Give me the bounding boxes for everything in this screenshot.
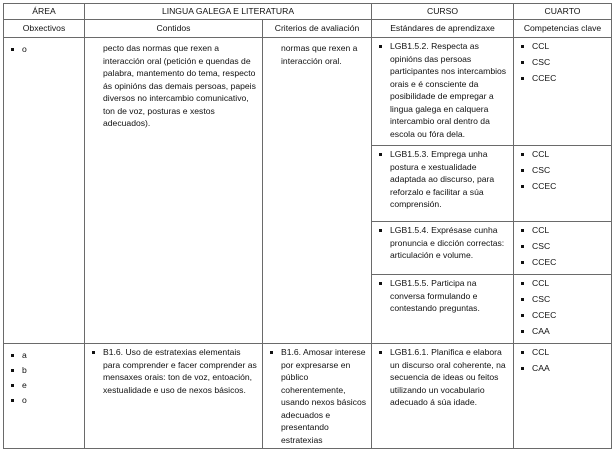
- list-item: CCL: [521, 224, 607, 237]
- header-standards: Estándares de aprendizaxe: [372, 20, 514, 38]
- header-course: CURSO: [372, 4, 514, 20]
- header-course-value: CUARTO: [514, 4, 612, 20]
- competences-cell: [514, 344, 612, 449]
- criteria-cell: B1.6. Amosar interese por expresarse en público coherentemente, usando nexos básicos adecuados e presentando estratexias: [263, 344, 372, 449]
- criteria-cell: normas que rexen a interacción oral.: [263, 38, 372, 344]
- header-competences: Competencias clave: [514, 20, 612, 38]
- list-item: CCL: [521, 346, 607, 359]
- list-item: CCL: [521, 277, 607, 290]
- table-row: [4, 344, 612, 449]
- competences-cell: [514, 38, 612, 146]
- standard-cell: LGB1.5.2. Respecta as opinións das persoas participantes nos intercambios orais e é consciente da posibilidade de empregar a lingua galega en calquera intercambio oral dentro da escola ou fóra dela.: [372, 38, 514, 146]
- list-item: b: [11, 364, 80, 379]
- list-item: CCEC: [521, 309, 607, 322]
- list-item: CCL: [521, 40, 607, 53]
- list-item: o: [11, 394, 80, 409]
- competences-cell: [514, 146, 612, 222]
- contents-cell: pecto das normas que rexen a interacción oral (petición e quendas de palabra, mantemento do tema, respecto ás opinións das demais persoas, papeis diversos no intercambio comunicativo, ton de voz, posturas e xestos adecuados).: [85, 38, 263, 344]
- list-item: CSC: [521, 56, 607, 69]
- header-area: ÁREA: [4, 4, 85, 20]
- list-item: CSC: [521, 164, 607, 177]
- list-item: CCEC: [521, 72, 607, 85]
- list-item: CSC: [521, 240, 607, 253]
- curriculum-table: [3, 3, 612, 449]
- list-item: CCL: [521, 148, 607, 161]
- header-subject: LINGUA GALEGA E LITERATURA: [85, 4, 372, 20]
- contents-cell: B1.6. Uso de estratexias elementais para comprender e facer comprender as mensaxes orais: ton de voz, entoación, xestualidade e uso de nexos básicos.: [85, 344, 263, 449]
- competences-cell: [514, 222, 612, 275]
- header-contents: Contidos: [85, 20, 263, 38]
- standard-cell: LGB1.6.1. Planifica e elabora un discurso oral coherente, na secuencia de ideas ou feitos utilizando un vocabulario adecuado á súa idade.: [372, 344, 514, 449]
- standard-cell: LGB1.5.5. Participa na conversa formulando e contestando preguntas.: [372, 275, 514, 344]
- header-row: [4, 4, 612, 20]
- header-objectives: Obxectivos: [4, 20, 85, 38]
- objectives-cell: [4, 344, 85, 449]
- subheader-row: [4, 20, 612, 38]
- list-item: CSC: [521, 293, 607, 306]
- standard-cell: LGB1.5.3. Emprega unha postura e xestualidade adaptada ao discurso, para reforzalo e facilitar a súa comprensión.: [372, 146, 514, 222]
- list-item: CCEC: [521, 256, 607, 269]
- header-criteria: Criterios de avaliación: [263, 20, 372, 38]
- table-row: [4, 38, 612, 146]
- objectives-cell: [4, 38, 85, 344]
- list-item: o: [11, 43, 80, 58]
- list-item: a: [11, 349, 80, 364]
- list-item: e: [11, 379, 80, 394]
- list-item: CAA: [521, 362, 607, 375]
- list-item: CCEC: [521, 180, 607, 193]
- list-item: CAA: [521, 325, 607, 338]
- standard-cell: LGB1.5.4. Exprésase cunha pronuncia e dicción correctas: articulación e volume.: [372, 222, 514, 275]
- competences-cell: [514, 275, 612, 344]
